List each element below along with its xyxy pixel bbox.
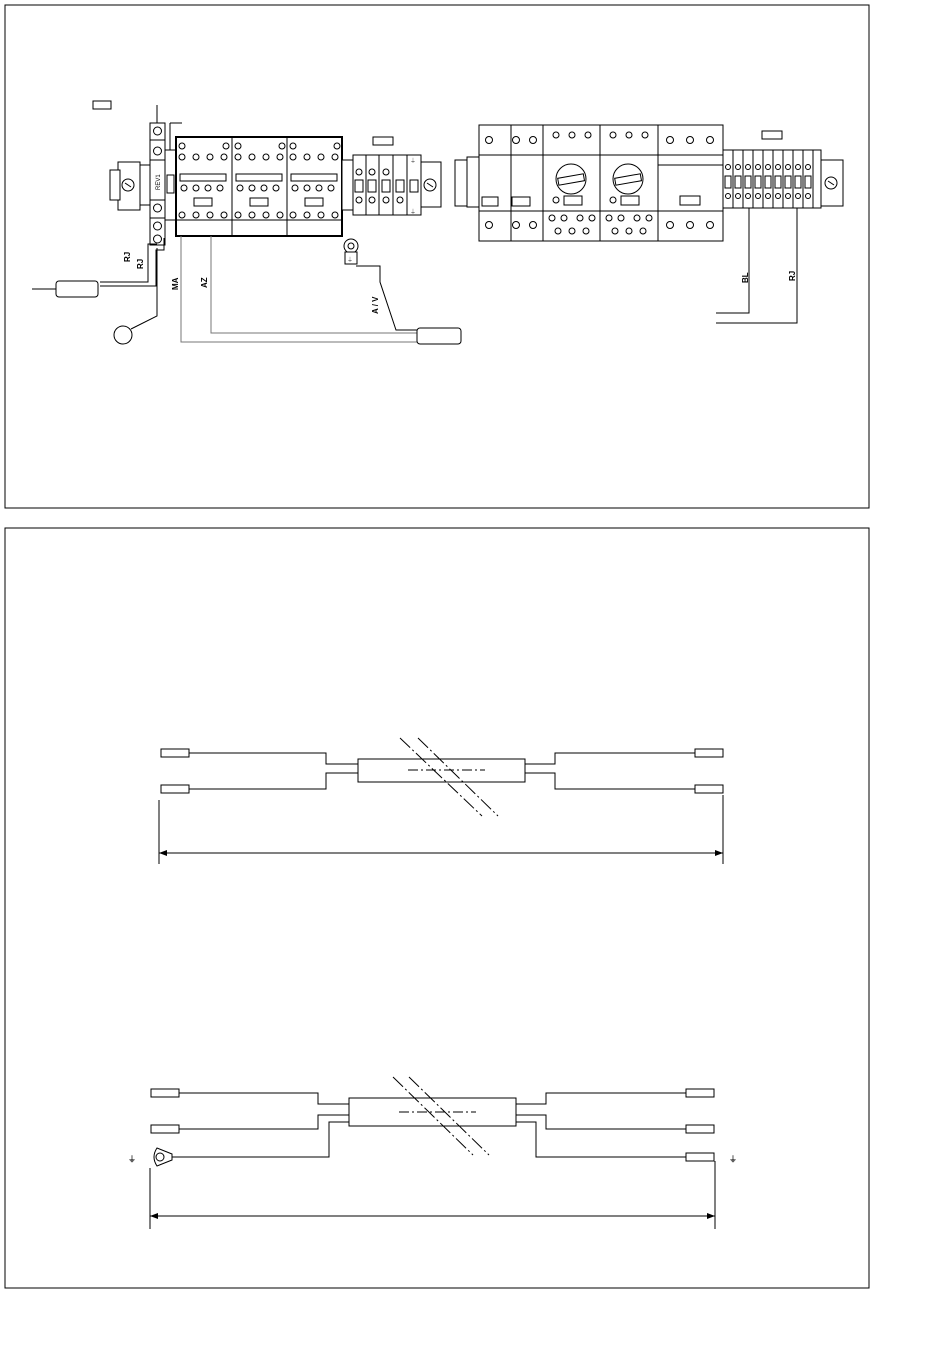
wire-label-av: A / V — [371, 296, 380, 314]
wire-label-ma: MA — [171, 277, 180, 290]
cable-1-two-wire — [159, 738, 723, 864]
label-box — [373, 137, 393, 145]
terminal-strip-rev1 — [150, 105, 182, 245]
contactor-block — [176, 137, 342, 236]
earth-ring-terminal — [344, 239, 358, 264]
bottom-panel-frame — [5, 528, 869, 1288]
earth-ground-icon: ⏚ — [729, 1155, 737, 1164]
component-label: REV1 — [156, 174, 162, 190]
cable-2-three-wire — [128, 1077, 737, 1229]
earth-ground-icon: ⏚ — [128, 1155, 136, 1164]
label-box — [762, 131, 782, 139]
svg-text:⏚: ⏚ — [410, 159, 417, 165]
wire-label-rj-1: RJ — [123, 251, 132, 262]
ring-terminal-icon — [154, 1148, 172, 1166]
wire-label-rj-right: RJ — [788, 270, 797, 281]
din-rail-left — [110, 162, 150, 210]
wire-label-az: AZ — [200, 277, 209, 288]
wire-label-rj-2: RJ — [136, 258, 145, 269]
top-panel-frame — [5, 5, 869, 508]
terminal-block-middle — [342, 155, 441, 216]
label-box — [93, 101, 111, 109]
earth-ground-icon: ⏚ — [347, 258, 354, 264]
wire-label-bl: BL — [741, 272, 750, 283]
right-assembly — [455, 125, 843, 241]
svg-text:⏚: ⏚ — [410, 210, 417, 216]
